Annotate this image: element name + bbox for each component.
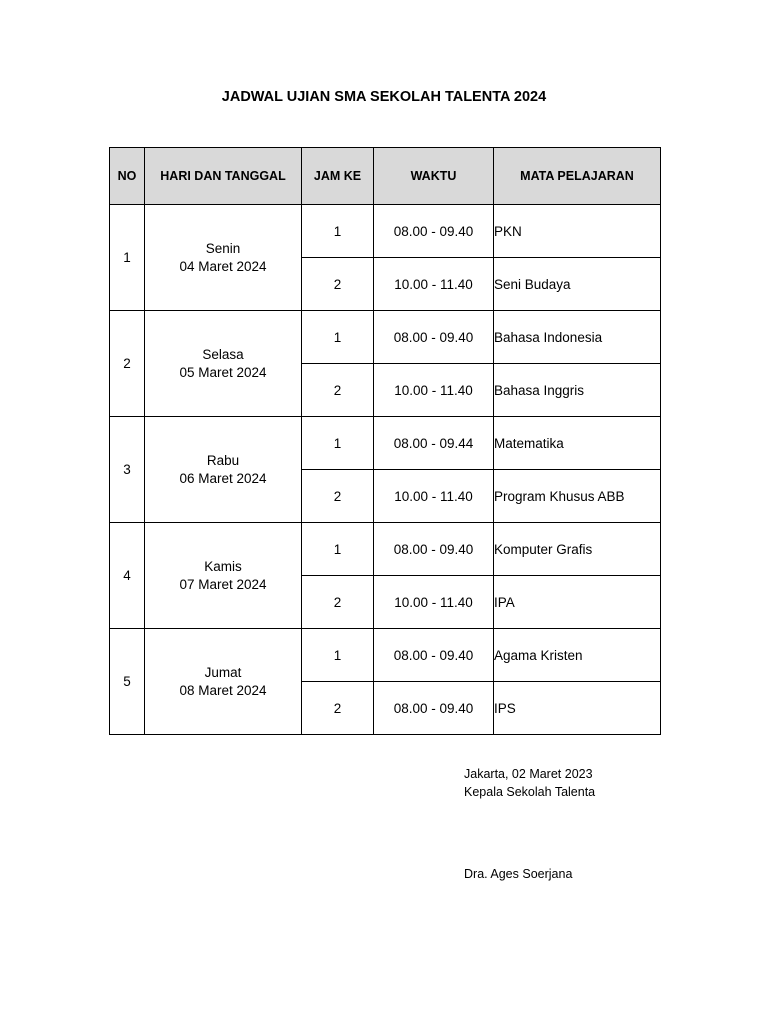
day-number: 1 bbox=[110, 205, 145, 311]
session-mapel: Seni Budaya bbox=[494, 258, 661, 311]
day-cell bbox=[145, 311, 302, 417]
signature-name: Dra. Ages Soerjana bbox=[464, 867, 573, 881]
session-mapel: IPA bbox=[494, 576, 661, 629]
session-waktu: 08.00 - 09.40 bbox=[374, 523, 494, 576]
day-name: Senin bbox=[205, 240, 241, 256]
session-waktu: 08.00 - 09.40 bbox=[374, 205, 494, 258]
session-mapel: IPS bbox=[494, 682, 661, 735]
column-header-waktu: WAKTU bbox=[374, 148, 494, 205]
session-waktu: 10.00 - 11.40 bbox=[374, 576, 494, 629]
session-jam: 2 bbox=[302, 470, 374, 523]
session-mapel: Bahasa Inggris bbox=[494, 364, 661, 417]
day-date: 06 Maret 2024 bbox=[179, 470, 267, 486]
session-waktu: 10.00 - 11.40 bbox=[374, 364, 494, 417]
day-name: Selasa bbox=[202, 346, 244, 362]
table-row bbox=[110, 311, 661, 364]
session-jam: 1 bbox=[302, 311, 374, 364]
exam-schedule-table bbox=[109, 147, 661, 735]
day-cell bbox=[145, 205, 302, 311]
day-cell bbox=[145, 629, 302, 735]
session-mapel: PKN bbox=[494, 205, 661, 258]
day-name: Jumat bbox=[204, 664, 242, 680]
session-jam: 1 bbox=[302, 205, 374, 258]
day-cell bbox=[145, 523, 302, 629]
day-cell bbox=[145, 417, 302, 523]
session-mapel: Komputer Grafis bbox=[494, 523, 661, 576]
session-jam: 1 bbox=[302, 417, 374, 470]
session-mapel: Bahasa Indonesia bbox=[494, 311, 661, 364]
signature-role: Kepala Sekolah Talenta bbox=[464, 785, 596, 799]
document-title: JADWAL UJIAN SMA SEKOLAH TALENTA 2024 bbox=[221, 89, 547, 105]
signature-place-date: Jakarta, 02 Maret 2023 bbox=[464, 767, 593, 781]
session-waktu: 10.00 - 11.40 bbox=[374, 258, 494, 311]
column-header-hari-dan-tanggal: HARI DAN TANGGAL bbox=[145, 148, 302, 205]
session-jam: 2 bbox=[302, 364, 374, 417]
session-jam: 2 bbox=[302, 258, 374, 311]
day-number: 5 bbox=[110, 629, 145, 735]
day-name: Kamis bbox=[204, 558, 242, 574]
session-jam: 1 bbox=[302, 629, 374, 682]
session-mapel: Matematika bbox=[494, 417, 661, 470]
day-date: 05 Maret 2024 bbox=[179, 364, 267, 380]
session-jam: 1 bbox=[302, 523, 374, 576]
day-number: 3 bbox=[110, 417, 145, 523]
session-waktu: 08.00 - 09.40 bbox=[374, 682, 494, 735]
session-mapel: Program Khusus ABB bbox=[494, 470, 661, 523]
table-row bbox=[110, 205, 661, 258]
day-number: 2 bbox=[110, 311, 145, 417]
column-header-jam-ke: JAM KE bbox=[302, 148, 374, 205]
table-row bbox=[110, 523, 661, 576]
table-row bbox=[110, 417, 661, 470]
session-waktu: 08.00 - 09.44 bbox=[374, 417, 494, 470]
table-header-row bbox=[110, 148, 661, 205]
day-number: 4 bbox=[110, 523, 145, 629]
day-name: Rabu bbox=[206, 452, 240, 468]
session-waktu: 08.00 - 09.40 bbox=[374, 629, 494, 682]
day-date: 07 Maret 2024 bbox=[179, 576, 267, 592]
session-jam: 2 bbox=[302, 576, 374, 629]
day-date: 08 Maret 2024 bbox=[179, 682, 267, 698]
session-mapel: Agama Kristen bbox=[494, 629, 661, 682]
session-waktu: 10.00 - 11.40 bbox=[374, 470, 494, 523]
column-header-no: NO bbox=[110, 148, 145, 205]
column-header-mata-pelajaran: MATA PELAJARAN bbox=[494, 148, 661, 205]
session-waktu: 08.00 - 09.40 bbox=[374, 311, 494, 364]
session-jam: 2 bbox=[302, 682, 374, 735]
table-row bbox=[110, 629, 661, 682]
day-date: 04 Maret 2024 bbox=[179, 258, 267, 274]
